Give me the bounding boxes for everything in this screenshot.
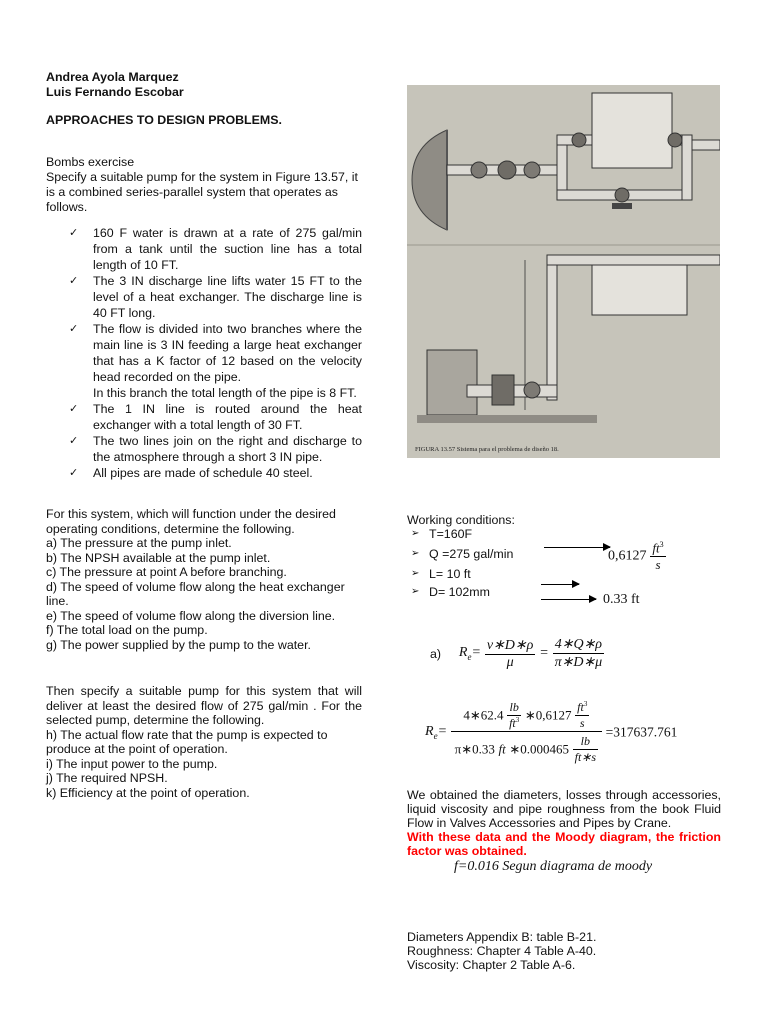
- d-conversion: 0.33 ft: [603, 592, 640, 607]
- document-heading: APPROACHES TO DESIGN PROBLEMS.: [46, 113, 282, 127]
- question: g) The power supplied by the pump to the water.: [46, 637, 311, 652]
- question: j) The required NPSH.: [46, 771, 168, 785]
- re-num-a-unit: lb: [507, 700, 521, 716]
- reynolds-result: =317637.761: [605, 724, 678, 740]
- list-item: ✓ The 1 IN line is routed around the heat exchanger with a total length of 30 FT.: [93, 401, 362, 433]
- intro-line-2: Specify a suitable pump for the system in Figure 13.57, it is a combined series-parallel system that operates as follows.: [46, 170, 358, 214]
- q-conv-unit-den: s: [655, 557, 661, 573]
- second-intro: Then specify a suitable pump for this system that will deliver at least the desired flow of 275 gal/min . For the selected pump, determine the following.: [46, 684, 362, 727]
- re-num-b-den: s: [579, 716, 585, 730]
- re-num-b: ∗0,6127: [524, 707, 572, 723]
- list-item: ✓ All pipes are made of schedule 40 steel.: [93, 465, 362, 481]
- conditions-list: [46, 225, 362, 481]
- reference-item: Diameters Appendix B: table B-21.: [407, 930, 597, 944]
- q-conv-unit: $\frac{ft^3}{s}$: [652, 540, 664, 573]
- arrow-icon: [541, 584, 579, 585]
- question: h) The actual flow rate that the pump is expected to produce at the point of operation.: [46, 727, 328, 756]
- eq-a-num2: 4∗Q∗ρ: [553, 636, 605, 654]
- re-den-a-unit: ft: [498, 741, 506, 757]
- list-item: ✓ The two lines join on the right and discharge to the atmosphere through a short 3 IN pipe.: [93, 433, 362, 465]
- working-list: [407, 527, 722, 605]
- list-item-text: The flow is divided into two branches where the main line is 3 IN feeding a large heat exchanger that has a K factor of 12 based on the velocity head recorded on the pipe.: [93, 322, 362, 384]
- list-item: ➢ L= 10 ft: [429, 567, 722, 585]
- re-num-a-den: ft: [509, 716, 516, 730]
- question: c) The pressure at point A before branching.: [46, 565, 287, 579]
- reference-item: Viscosity: Chapter 2 Table A-6.: [407, 958, 576, 972]
- working-title: Working conditions:: [407, 513, 515, 527]
- list-item: ✓ 160 F water is drawn at a rate of 275 gal/min from a tank until the suction line has a total length of 10 FT.: [93, 225, 362, 273]
- re-den-b-den: ft∗s: [574, 750, 597, 764]
- friction-factor: f=0.016 Segun diagrama de moody: [454, 859, 653, 874]
- questions-list-a: [46, 536, 362, 652]
- re-num-b-unit: ft: [577, 700, 584, 714]
- question: f) The total load on the pump.: [46, 623, 208, 637]
- list-item: [93, 321, 362, 401]
- system-figure-photo: [407, 85, 720, 458]
- system-intro: For this system, which will function under the desired operating conditions, determine the following.: [46, 507, 336, 536]
- list-item: ✓ The 3 IN discharge line lifts water 15 FT to the level of a heat exchanger. The discharge line is 40 FT long.: [93, 273, 362, 321]
- list-item-extra: In this branch the total length of the pipe is 8 FT.: [93, 386, 357, 400]
- reference-item: Roughness: Chapter 4 Table A-40.: [407, 944, 597, 958]
- eq-a-num1: v∗D∗ρ: [486, 637, 534, 653]
- left-column: [46, 70, 362, 800]
- q-conversion: [608, 540, 666, 573]
- list-item: ➢ T=160F: [429, 527, 722, 547]
- equation-a: a) $R_e=$ $\frac{v∗D∗\rho}{\mu}$ = $\frac{4∗Q∗\rho}{\pi∗D∗\mu}$: [430, 637, 603, 670]
- obtained-text: We obtained the diameters, losses through accessories, liquid viscosity and pipe roughness from the book Fluid Flow in Valves Accessories and Pipes by Crane.: [407, 788, 721, 830]
- list-item: ➢ Q =275 gal/min: [429, 547, 722, 567]
- question: i) The input power to the pump.: [46, 756, 218, 771]
- re-den-b: ∗0.000465: [509, 741, 569, 757]
- arrow-icon: [544, 547, 610, 548]
- re-num-a: 4∗62.4: [463, 707, 504, 723]
- figure-caption: FIGURA 13.57 Sistema para el problema de diseño 18.: [415, 446, 559, 453]
- questions-list-b: [46, 728, 362, 801]
- arrow-icon: [541, 599, 596, 600]
- q-conv-value: 0,6127: [608, 548, 647, 564]
- piping-diagram: [407, 85, 720, 458]
- question: d) The speed of volume flow along the heat exchanger line.: [46, 579, 345, 608]
- working-conditions: [407, 513, 722, 605]
- author-2: Luis Fernando Escobar: [46, 85, 184, 99]
- question: a) The pressure at the pump inlet.: [46, 536, 232, 550]
- question: k) Efficiency at the point of operation.: [46, 785, 250, 800]
- re-den-b-unit: lb: [573, 734, 598, 750]
- reynolds-equation: $R_e=$ 4∗62.4 $\frac{lb}{ft^3}$ ∗0,6127 $\frac{ft^3}{s}$ π∗0.33 ft ∗0.000465 $\frac{lb}{ft∗s}$ =317637.761: [425, 700, 678, 764]
- author-1: Andrea Ayola Marquez: [46, 70, 179, 84]
- question: e) The speed of volume flow along the diversion line.: [46, 608, 336, 623]
- eq-a-den1: μ: [506, 654, 514, 670]
- re-den-a: π∗0.33: [454, 741, 495, 757]
- references: [407, 930, 596, 972]
- moody-note: With these data and the Moody diagram, the friction factor was obtained.: [407, 830, 721, 858]
- question: b) The NPSH available at the pump inlet.: [46, 550, 271, 565]
- list-item: ➢ D= 102mm: [429, 585, 722, 605]
- obtained-section: [407, 788, 721, 876]
- q-conv-unit-num: ft: [652, 540, 660, 556]
- eq-a-den2: π∗D∗μ: [554, 655, 603, 670]
- equation-a-label: a): [430, 646, 442, 661]
- intro-line-1: Bombs exercise: [46, 155, 135, 169]
